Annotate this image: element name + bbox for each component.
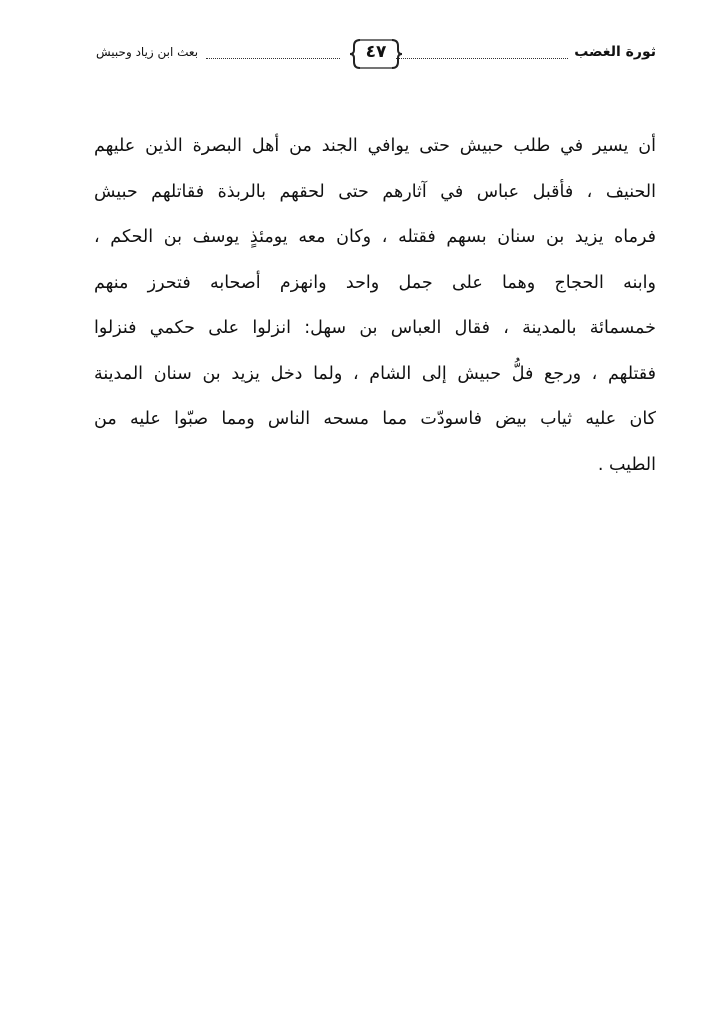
page-number: ٤٧ — [365, 42, 387, 62]
text-line: الحنيف ، فأقبل عباس في آثارهم حتى لحقهم بالربذة فقاتلهم حبيش — [94, 181, 656, 202]
text-line: كان عليه ثياب بيض فاسودّت مما مسحه الناس ومما صبّوا عليه من — [94, 409, 656, 429]
text-line: خمسمائة بالمدينة ، فقال العباس بن سهل: انزلوا على حكمي فنزلوا — [94, 318, 656, 338]
text-line: فقتلهم ، ورجع فلُّ حبيش إلى الشام ، ولما دخل يزيد بن سنان المدينة — [94, 363, 656, 384]
page-number-ornament — [350, 36, 402, 72]
body-text — [94, 124, 656, 488]
header-dotted-leader — [396, 58, 568, 59]
section-title: بعث ابن زياد وحبيش — [96, 45, 199, 59]
chapter-title: ثورة الغضب — [574, 44, 656, 60]
text-line: الطيب . — [597, 454, 656, 475]
text-line: فرماه يزيد بن سنان بسهم فقتله ، وكان معه يومئذٍ يوسف بن الحكم ، — [94, 227, 656, 247]
text-line: أن يسير في طلب حبيش حتى يوافي الجند من أهل البصرة الذين عليهم — [94, 136, 656, 156]
header-dotted-leader — [206, 58, 340, 59]
running-header — [96, 36, 656, 76]
text-line: وابنه الحجاج وهما على جمل واحد وانهزم أصحابه فتحرز منهم — [94, 272, 656, 293]
